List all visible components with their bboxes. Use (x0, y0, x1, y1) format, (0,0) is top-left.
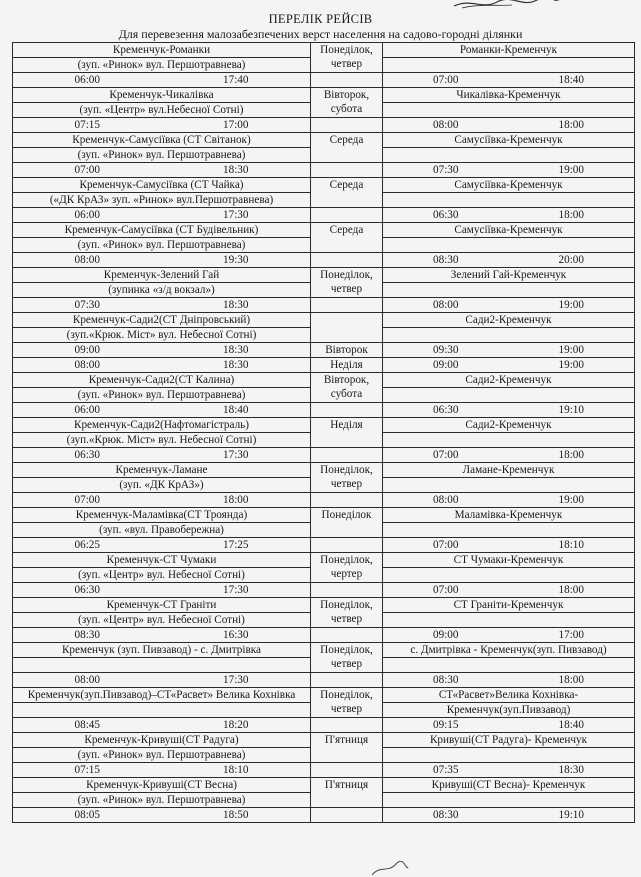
outbound-times (13, 253, 311, 268)
operating-days: Понеділок, четвер (311, 598, 383, 628)
return-route-stop (383, 283, 635, 298)
return-route-stop (383, 748, 635, 763)
operating-days: Понеділок (311, 508, 383, 538)
time-days: Вівторок (311, 343, 383, 358)
route-name: Кременчук-Кривуші(СТ Радуга) (13, 733, 311, 748)
operating-days: Неділя (311, 418, 383, 448)
return-times (383, 808, 635, 823)
departure-time: 08:30 (433, 674, 459, 686)
arrival-time: 18:30 (223, 359, 249, 371)
route-stop: (зупинка «з/д вокзал») (13, 283, 311, 298)
outbound-times (13, 583, 311, 598)
departure-time: 08:00 (74, 674, 100, 686)
route-row (13, 268, 635, 283)
arrival-time: 19:00 (558, 359, 584, 371)
operating-days: П'ятниця (311, 778, 383, 808)
arrival-time: 18:50 (223, 809, 249, 821)
time-row (13, 628, 635, 643)
route-row (13, 463, 635, 478)
departure-time: 06:00 (74, 404, 100, 416)
return-times (383, 628, 635, 643)
operating-days: Понеділок, чертер (311, 553, 383, 583)
return-route-stop (383, 388, 635, 403)
arrival-time: 19:00 (558, 299, 584, 311)
departure-time: 08:00 (433, 494, 459, 506)
time-row (13, 118, 635, 133)
return-route-name: Сади2-Кременчук (383, 418, 635, 433)
route-name: Кременчук-Зелений Гай (13, 268, 311, 283)
return-route-stop (383, 103, 635, 118)
time-row (13, 493, 635, 508)
operating-days: Вівторок, субота (311, 88, 383, 118)
route-stop: (зуп.«Крюк. Міст» вул. Небесної Сотні) (13, 328, 311, 343)
time-row (13, 253, 635, 268)
page-title: ПЕРЕЛІК РЕЙСІВ (268, 12, 373, 26)
return-route-name: Маламівка-Кременчук (383, 508, 635, 523)
arrival-time: 18:40 (558, 719, 584, 731)
route-name: Кременчук-Сади2(СТ Дніпровський) (13, 313, 311, 328)
outbound-times (13, 538, 311, 553)
departure-time: 08:00 (74, 359, 100, 371)
return-route-stop (383, 328, 635, 343)
outbound-times (13, 403, 311, 418)
return-times (383, 538, 635, 553)
signature-scribble (452, 0, 562, 12)
arrival-time: 18:00 (558, 449, 584, 461)
outbound-times (13, 163, 311, 178)
return-times (383, 253, 635, 268)
arrival-time: 19:30 (223, 254, 249, 266)
arrival-time: 18:00 (558, 584, 584, 596)
outbound-times (13, 343, 311, 358)
time-row (13, 343, 635, 358)
route-row (13, 313, 635, 328)
time-days (311, 253, 383, 268)
departure-time: 07:00 (74, 164, 100, 176)
time-days (311, 763, 383, 778)
return-route-stop (383, 793, 635, 808)
route-row (13, 373, 635, 388)
operating-days: Понеділок, четвер (311, 688, 383, 718)
time-days (311, 808, 383, 823)
departure-time: 06:00 (74, 209, 100, 221)
outbound-times (13, 493, 311, 508)
return-route-stop (383, 613, 635, 628)
departure-time: 07:15 (74, 119, 100, 131)
route-stop: (зуп. «Центр» вул. Небесної Сотні) (13, 613, 311, 628)
route-name: Кременчук (зуп. Пивзавод) - с. Дмитрівка (13, 643, 311, 658)
route-row (13, 508, 635, 523)
time-row (13, 718, 635, 733)
route-stop: (зуп. «Ринок» вул. Першотравнева) (13, 388, 311, 403)
time-days (311, 208, 383, 223)
departure-time: 07:00 (433, 74, 459, 86)
time-days (311, 298, 383, 313)
arrival-time: 19:00 (558, 164, 584, 176)
departure-time: 07:30 (74, 299, 100, 311)
route-name: Кременчук-СТ Граніти (13, 598, 311, 613)
route-name: Кременчук-Ламане (13, 463, 311, 478)
time-row (13, 403, 635, 418)
return-times (383, 763, 635, 778)
departure-time: 08:00 (74, 254, 100, 266)
departure-time: 07:30 (433, 164, 459, 176)
time-row (13, 583, 635, 598)
route-row (13, 553, 635, 568)
arrival-time: 18:30 (223, 344, 249, 356)
departure-time: 07:00 (433, 584, 459, 596)
page-subtitle: Для перевезення малозабезпечених верст населення на садово-городні ділянки (118, 27, 523, 41)
time-row (13, 448, 635, 463)
outbound-times (13, 298, 311, 313)
return-route-name: Сади2-Кременчук (383, 313, 635, 328)
return-route-name: Самусіївка-Кременчук (383, 178, 635, 193)
route-row (13, 88, 635, 103)
return-times (383, 403, 635, 418)
return-times (383, 448, 635, 463)
route-stop: (зуп. «Центр» вул.Небесної Сотні) (13, 103, 311, 118)
return-times (383, 493, 635, 508)
route-stop (13, 658, 311, 673)
route-name: Кременчук-СТ Чумаки (13, 553, 311, 568)
return-times (383, 343, 635, 358)
return-times (383, 583, 635, 598)
arrival-time: 17:30 (223, 674, 249, 686)
route-row (13, 598, 635, 613)
departure-time: 08:00 (433, 119, 459, 131)
time-row (13, 763, 635, 778)
return-route-name: Чикалівка-Кременчук (383, 88, 635, 103)
route-stop: (зуп. «Ринок» вул. Першотравнева) (13, 148, 311, 163)
route-name: Кременчук-Сади2(СТ Калина) (13, 373, 311, 388)
departure-time: 07:00 (74, 494, 100, 506)
arrival-time: 17:25 (223, 539, 249, 551)
operating-days: Середа (311, 223, 383, 253)
return-route-name: Кривуші(СТ Весна)- Кременчук (383, 778, 635, 793)
arrival-time: 20:00 (558, 254, 584, 266)
arrival-time: 18:20 (223, 719, 249, 731)
arrival-time: 18:40 (558, 74, 584, 86)
time-row (13, 673, 635, 688)
return-route-stop (383, 658, 635, 673)
return-route-stop (383, 478, 635, 493)
arrival-time: 16:30 (223, 629, 249, 641)
route-row (13, 178, 635, 193)
return-route-name: Зелений Гай-Кременчук (383, 268, 635, 283)
route-stop: (зуп. «Ринок» вул. Першотравнева) (13, 238, 311, 253)
return-route-stop (383, 433, 635, 448)
departure-time: 09:30 (433, 344, 459, 356)
arrival-time: 18:30 (223, 164, 249, 176)
operating-days: Вівторок, субота (311, 373, 383, 403)
time-days (311, 403, 383, 418)
time-days (311, 673, 383, 688)
route-row (13, 43, 635, 58)
route-row (13, 733, 635, 748)
arrival-time: 18:00 (558, 674, 584, 686)
arrival-time: 18:10 (223, 764, 249, 776)
arrival-time: 17:30 (223, 584, 249, 596)
return-route-name: Сади2-Кременчук (383, 373, 635, 388)
return-route-name: Самусіївка-Кременчук (383, 223, 635, 238)
operating-days: Понеділок, четвер (311, 643, 383, 673)
departure-time: 06:30 (74, 449, 100, 461)
route-stop (13, 703, 311, 718)
return-route-name: СТ«Расвет»Велика Кохнівка- (383, 688, 635, 703)
outbound-times (13, 118, 311, 133)
outbound-times (13, 358, 311, 373)
time-days (311, 718, 383, 733)
outbound-times (13, 718, 311, 733)
pen-mark (370, 861, 410, 877)
operating-days: Середа (311, 178, 383, 208)
return-times (383, 163, 635, 178)
time-row (13, 73, 635, 88)
return-times (383, 118, 635, 133)
route-row (13, 418, 635, 433)
departure-time: 07:00 (433, 449, 459, 461)
arrival-time: 17:00 (558, 629, 584, 641)
time-row (13, 163, 635, 178)
route-stop: (зуп.«Крюк. Міст» вул. Небесної Сотні) (13, 433, 311, 448)
time-row (13, 358, 635, 373)
return-route-name: Кривуші(СТ Радуга)- Кременчук (383, 733, 635, 748)
return-route-name: Романки-Кременчук (383, 43, 635, 58)
return-route-name: Самусіївка-Кременчук (383, 133, 635, 148)
departure-time: 09:00 (74, 344, 100, 356)
route-stop: (зуп. «Центр» вул. Небесної Сотні) (13, 568, 311, 583)
arrival-time: 18:00 (558, 209, 584, 221)
route-name: Кременчук-Чикалівка (13, 88, 311, 103)
outbound-times (13, 808, 311, 823)
time-days (311, 628, 383, 643)
departure-time: 09:00 (433, 629, 459, 641)
operating-days: Понеділок, четвер (311, 268, 383, 298)
arrival-time: 19:10 (558, 809, 584, 821)
departure-time: 08:00 (433, 299, 459, 311)
departure-time: 07:35 (433, 764, 459, 776)
time-days (311, 493, 383, 508)
route-row (13, 643, 635, 658)
return-route-stop (383, 58, 635, 73)
arrival-time: 19:00 (558, 344, 584, 356)
route-name: Кременчук-Кривуші(СТ Весна) (13, 778, 311, 793)
route-stop: («ДК КрАЗ» зуп. «Ринок» вул.Першотравнева) (13, 193, 311, 208)
departure-time: 08:30 (74, 629, 100, 641)
departure-time: 08:05 (74, 809, 100, 821)
route-stop: (зуп. «Ринок» вул. Першотравнева) (13, 793, 311, 808)
departure-time: 08:30 (433, 254, 459, 266)
route-row (13, 223, 635, 238)
return-route-name: с. Дмитрівка - Кременчук(зуп. Пивзавод) (383, 643, 635, 658)
arrival-time: 18:00 (558, 119, 584, 131)
return-times (383, 358, 635, 373)
route-stop: (зуп. «вул. Правобережна) (13, 523, 311, 538)
route-name: Кременчук-Самусіївка (СТ Чайка) (13, 178, 311, 193)
time-row (13, 298, 635, 313)
route-stop: (зуп. «Ринок» вул. Першотравнева) (13, 748, 311, 763)
return-times (383, 673, 635, 688)
route-name: Кременчук-Романки (13, 43, 311, 58)
return-route-stop (383, 193, 635, 208)
return-route-stop (383, 523, 635, 538)
return-route-stop: Кременчук(зуп.Пивзавод) (383, 703, 635, 718)
departure-time: 08:45 (74, 719, 100, 731)
arrival-time: 18:30 (223, 299, 249, 311)
return-route-stop (383, 238, 635, 253)
outbound-times (13, 763, 311, 778)
arrival-time: 17:00 (223, 119, 249, 131)
operating-days: Понеділок, четвер (311, 463, 383, 493)
departure-time: 06:30 (433, 404, 459, 416)
return-route-stop (383, 568, 635, 583)
departure-time: 06:30 (74, 584, 100, 596)
arrival-time: 17:30 (223, 449, 249, 461)
time-days (311, 448, 383, 463)
route-name: Кременчук-Маламівка(СТ Троянда) (13, 508, 311, 523)
time-days (311, 163, 383, 178)
arrival-time: 19:10 (558, 404, 584, 416)
outbound-times (13, 73, 311, 88)
time-days (311, 583, 383, 598)
route-name: Кременчук-Самусіївка (СТ Світанок) (13, 133, 311, 148)
schedule-table (12, 42, 635, 823)
time-row (13, 208, 635, 223)
operating-days: Понеділок, четвер (311, 43, 383, 73)
arrival-time: 17:30 (223, 209, 249, 221)
route-row (13, 688, 635, 703)
route-name: Кременчук-Самусіївка (СТ Будівельник) (13, 223, 311, 238)
return-times (383, 718, 635, 733)
operating-days (311, 313, 383, 343)
time-days: Неділя (311, 358, 383, 373)
return-route-stop (383, 148, 635, 163)
route-row (13, 778, 635, 793)
outbound-times (13, 208, 311, 223)
return-route-name: СТ Граніти-Кременчук (383, 598, 635, 613)
time-row (13, 538, 635, 553)
return-route-name: СТ Чумаки-Кременчук (383, 553, 635, 568)
time-days (311, 73, 383, 88)
time-days (311, 118, 383, 133)
departure-time: 06:30 (433, 209, 459, 221)
time-row (13, 808, 635, 823)
route-name: Кременчук(зуп.Пивзавод)–СТ«Расвет» Велика Кохнівка (13, 688, 311, 703)
route-name: Кременчук-Сади2(Нафтомагістраль) (13, 418, 311, 433)
route-row (13, 133, 635, 148)
arrival-time: 18:30 (558, 764, 584, 776)
outbound-times (13, 448, 311, 463)
route-stop: (зуп. «ДК КрАЗ») (13, 478, 311, 493)
return-route-name: Ламане-Кременчук (383, 463, 635, 478)
route-stop: (зуп. «Ринок» вул. Першотравнева) (13, 58, 311, 73)
arrival-time: 17:40 (223, 74, 249, 86)
departure-time: 07:00 (433, 539, 459, 551)
arrival-time: 18:10 (558, 539, 584, 551)
departure-time: 07:15 (74, 764, 100, 776)
outbound-times (13, 673, 311, 688)
arrival-time: 18:40 (223, 404, 249, 416)
departure-time: 08:30 (433, 809, 459, 821)
return-times (383, 73, 635, 88)
departure-time: 09:15 (433, 719, 459, 731)
arrival-time: 19:00 (558, 494, 584, 506)
departure-time: 09:00 (433, 359, 459, 371)
return-times (383, 208, 635, 223)
operating-days: Середа (311, 133, 383, 163)
arrival-time: 18:00 (223, 494, 249, 506)
return-times (383, 298, 635, 313)
outbound-times (13, 628, 311, 643)
time-days (311, 538, 383, 553)
departure-time: 06:00 (74, 74, 100, 86)
operating-days: П'ятниця (311, 733, 383, 763)
departure-time: 06:25 (74, 539, 100, 551)
